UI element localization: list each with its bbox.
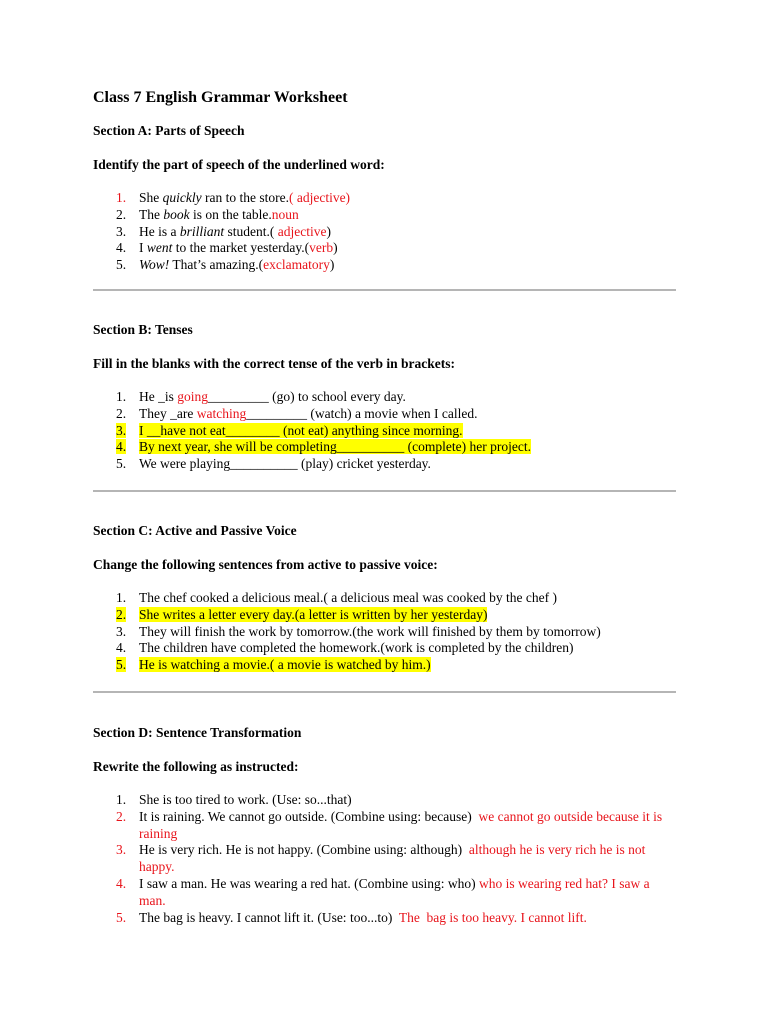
list-item: [93, 240, 676, 257]
answer-text: verb: [309, 240, 334, 256]
answer-text: The bag is too heavy. I cannot lift.: [392, 909, 587, 925]
worksheet-page: [93, 86, 676, 926]
list-item: [93, 257, 676, 274]
item-number: 3.: [116, 223, 127, 239]
section-b-instruction: Fill in the blanks with the correct tense of the verb in brackets:: [93, 355, 455, 371]
list-item: [93, 640, 676, 657]
item-number: 2.: [116, 606, 127, 622]
list-item: [93, 590, 676, 607]
list-item: [93, 190, 676, 207]
item-number: 5.: [116, 456, 127, 472]
item-text: ): [329, 257, 335, 273]
section-a-instruction: Identify the part of speech of the underlined word:: [93, 157, 385, 172]
item-text: The: [139, 206, 164, 222]
item-text: The chef cooked a delicious meal.( a delicious meal was cooked by the chef ): [139, 589, 557, 605]
item-text: It is raining. We cannot go outside. (Combine using: because): [139, 808, 472, 824]
section-d-instruction: Rewrite the following as instructed:: [93, 758, 299, 774]
item-number: 3.: [116, 422, 127, 438]
item-number: 1.: [116, 190, 127, 205]
item-text: is on the table.: [189, 206, 272, 222]
item-number: 3.: [116, 842, 127, 858]
section-c-heading: Section C: Active and Passive Voice: [93, 522, 297, 538]
list-item: [93, 406, 676, 423]
list-item: [93, 224, 676, 241]
highlighted-text: I __have not eat________ (not eat) anything since morning.: [139, 422, 463, 438]
section-b-heading: Section B: Tenses: [93, 321, 193, 337]
answer-text: we cannot go outside because it is raining: [139, 808, 666, 841]
list-item: [93, 423, 676, 440]
item-text: We were playing__________ (play) cricket yesterday.: [139, 456, 431, 472]
list-item: [93, 456, 676, 473]
item-text: to the market yesterday.(: [172, 240, 310, 256]
section-b-list: [93, 389, 676, 473]
item-text: They will finish the work by tomorrow.(the work will finished by them by tomorrow): [139, 623, 601, 639]
item-text: He is very rich. He is not happy. (Combine using: although): [139, 842, 463, 858]
item-number: 4.: [116, 640, 127, 656]
list-item: [93, 439, 676, 456]
list-item: [93, 657, 676, 674]
answer-text: although he is very rich he is not happy.: [139, 842, 649, 875]
list-item: [93, 910, 674, 927]
highlighted-text: He is watching a movie.( a movie is watched by him.): [139, 657, 431, 673]
list-item: [93, 792, 674, 809]
item-number: 1.: [116, 791, 127, 807]
item-number: 5.: [116, 909, 127, 925]
item-number: 3.: [116, 623, 127, 639]
item-number: 2.: [116, 808, 127, 824]
item-text: That’s amazing.(: [169, 257, 264, 273]
section-d-heading: Section D: Sentence Transformation: [93, 724, 302, 740]
item-text: student.(: [224, 223, 275, 239]
list-item: [93, 624, 676, 641]
answer-text: noun: [271, 206, 299, 222]
underlined-word: Wow!: [139, 257, 170, 273]
underlined-word: quickly: [162, 190, 202, 205]
highlighted-text: She writes a letter every day.(a letter is written by her yesterday): [139, 606, 488, 622]
item-number: 4.: [116, 439, 127, 455]
item-text: The children have completed the homework.(work is completed by the children): [139, 640, 574, 656]
item-text: ): [326, 223, 331, 239]
item-text: ran to the store.: [201, 190, 289, 205]
section-c-list: [93, 590, 676, 674]
underlined-word: book: [163, 206, 190, 222]
item-text: The bag is heavy. I cannot lift it. (Use: too...to): [139, 909, 393, 925]
list-item: [93, 842, 674, 876]
item-number: 2.: [116, 405, 127, 421]
item-text: He is a: [139, 223, 180, 239]
item-number: 5.: [116, 657, 127, 673]
item-number: 4.: [116, 240, 127, 256]
section-c-instruction: Change the following sentences from active to passive voice:: [93, 556, 438, 572]
item-text: He _is: [139, 388, 178, 404]
item-text: ): [333, 240, 338, 256]
list-item: [93, 207, 676, 224]
highlighted-text: By next year, she will be completing__________ (complete) her project.: [139, 439, 531, 455]
underlined-word: brilliant: [179, 223, 225, 239]
answer-text: ( adjective): [288, 190, 351, 205]
item-text: I saw a man. He was wearing a red hat. (Combine using: who): [139, 875, 476, 891]
list-item: [93, 809, 674, 843]
item-number: 5.: [116, 257, 127, 273]
item-text: They _are: [139, 405, 197, 421]
section-a-list: [93, 190, 676, 274]
item-text: _________ (watch) a movie when I called.: [246, 405, 478, 421]
item-text: She is too tired to work. (Use: so...that): [139, 791, 352, 807]
list-item: [93, 876, 674, 910]
item-number: 1.: [116, 388, 127, 404]
worksheet-title: Class 7 English Grammar Worksheet: [93, 89, 348, 106]
item-number: 4.: [116, 875, 127, 891]
answer-text: exclamatory: [263, 257, 330, 273]
item-text: I: [139, 240, 147, 256]
answer-text: going: [177, 388, 209, 404]
section-a-heading: Section A: Parts of Speech: [93, 123, 245, 138]
list-item: [93, 607, 676, 624]
list-item: [93, 389, 676, 406]
item-number: 1.: [116, 589, 127, 605]
answer-text: watching: [196, 405, 247, 421]
answer-text: who is wearing red hat? I saw a man.: [139, 875, 653, 908]
item-text: _________ (go) to school every day.: [208, 388, 406, 404]
item-text: She: [139, 190, 163, 205]
item-number: 2.: [116, 206, 127, 222]
underlined-word: went: [146, 240, 173, 256]
answer-text: adjective: [274, 223, 327, 239]
section-d-list: [93, 792, 676, 926]
